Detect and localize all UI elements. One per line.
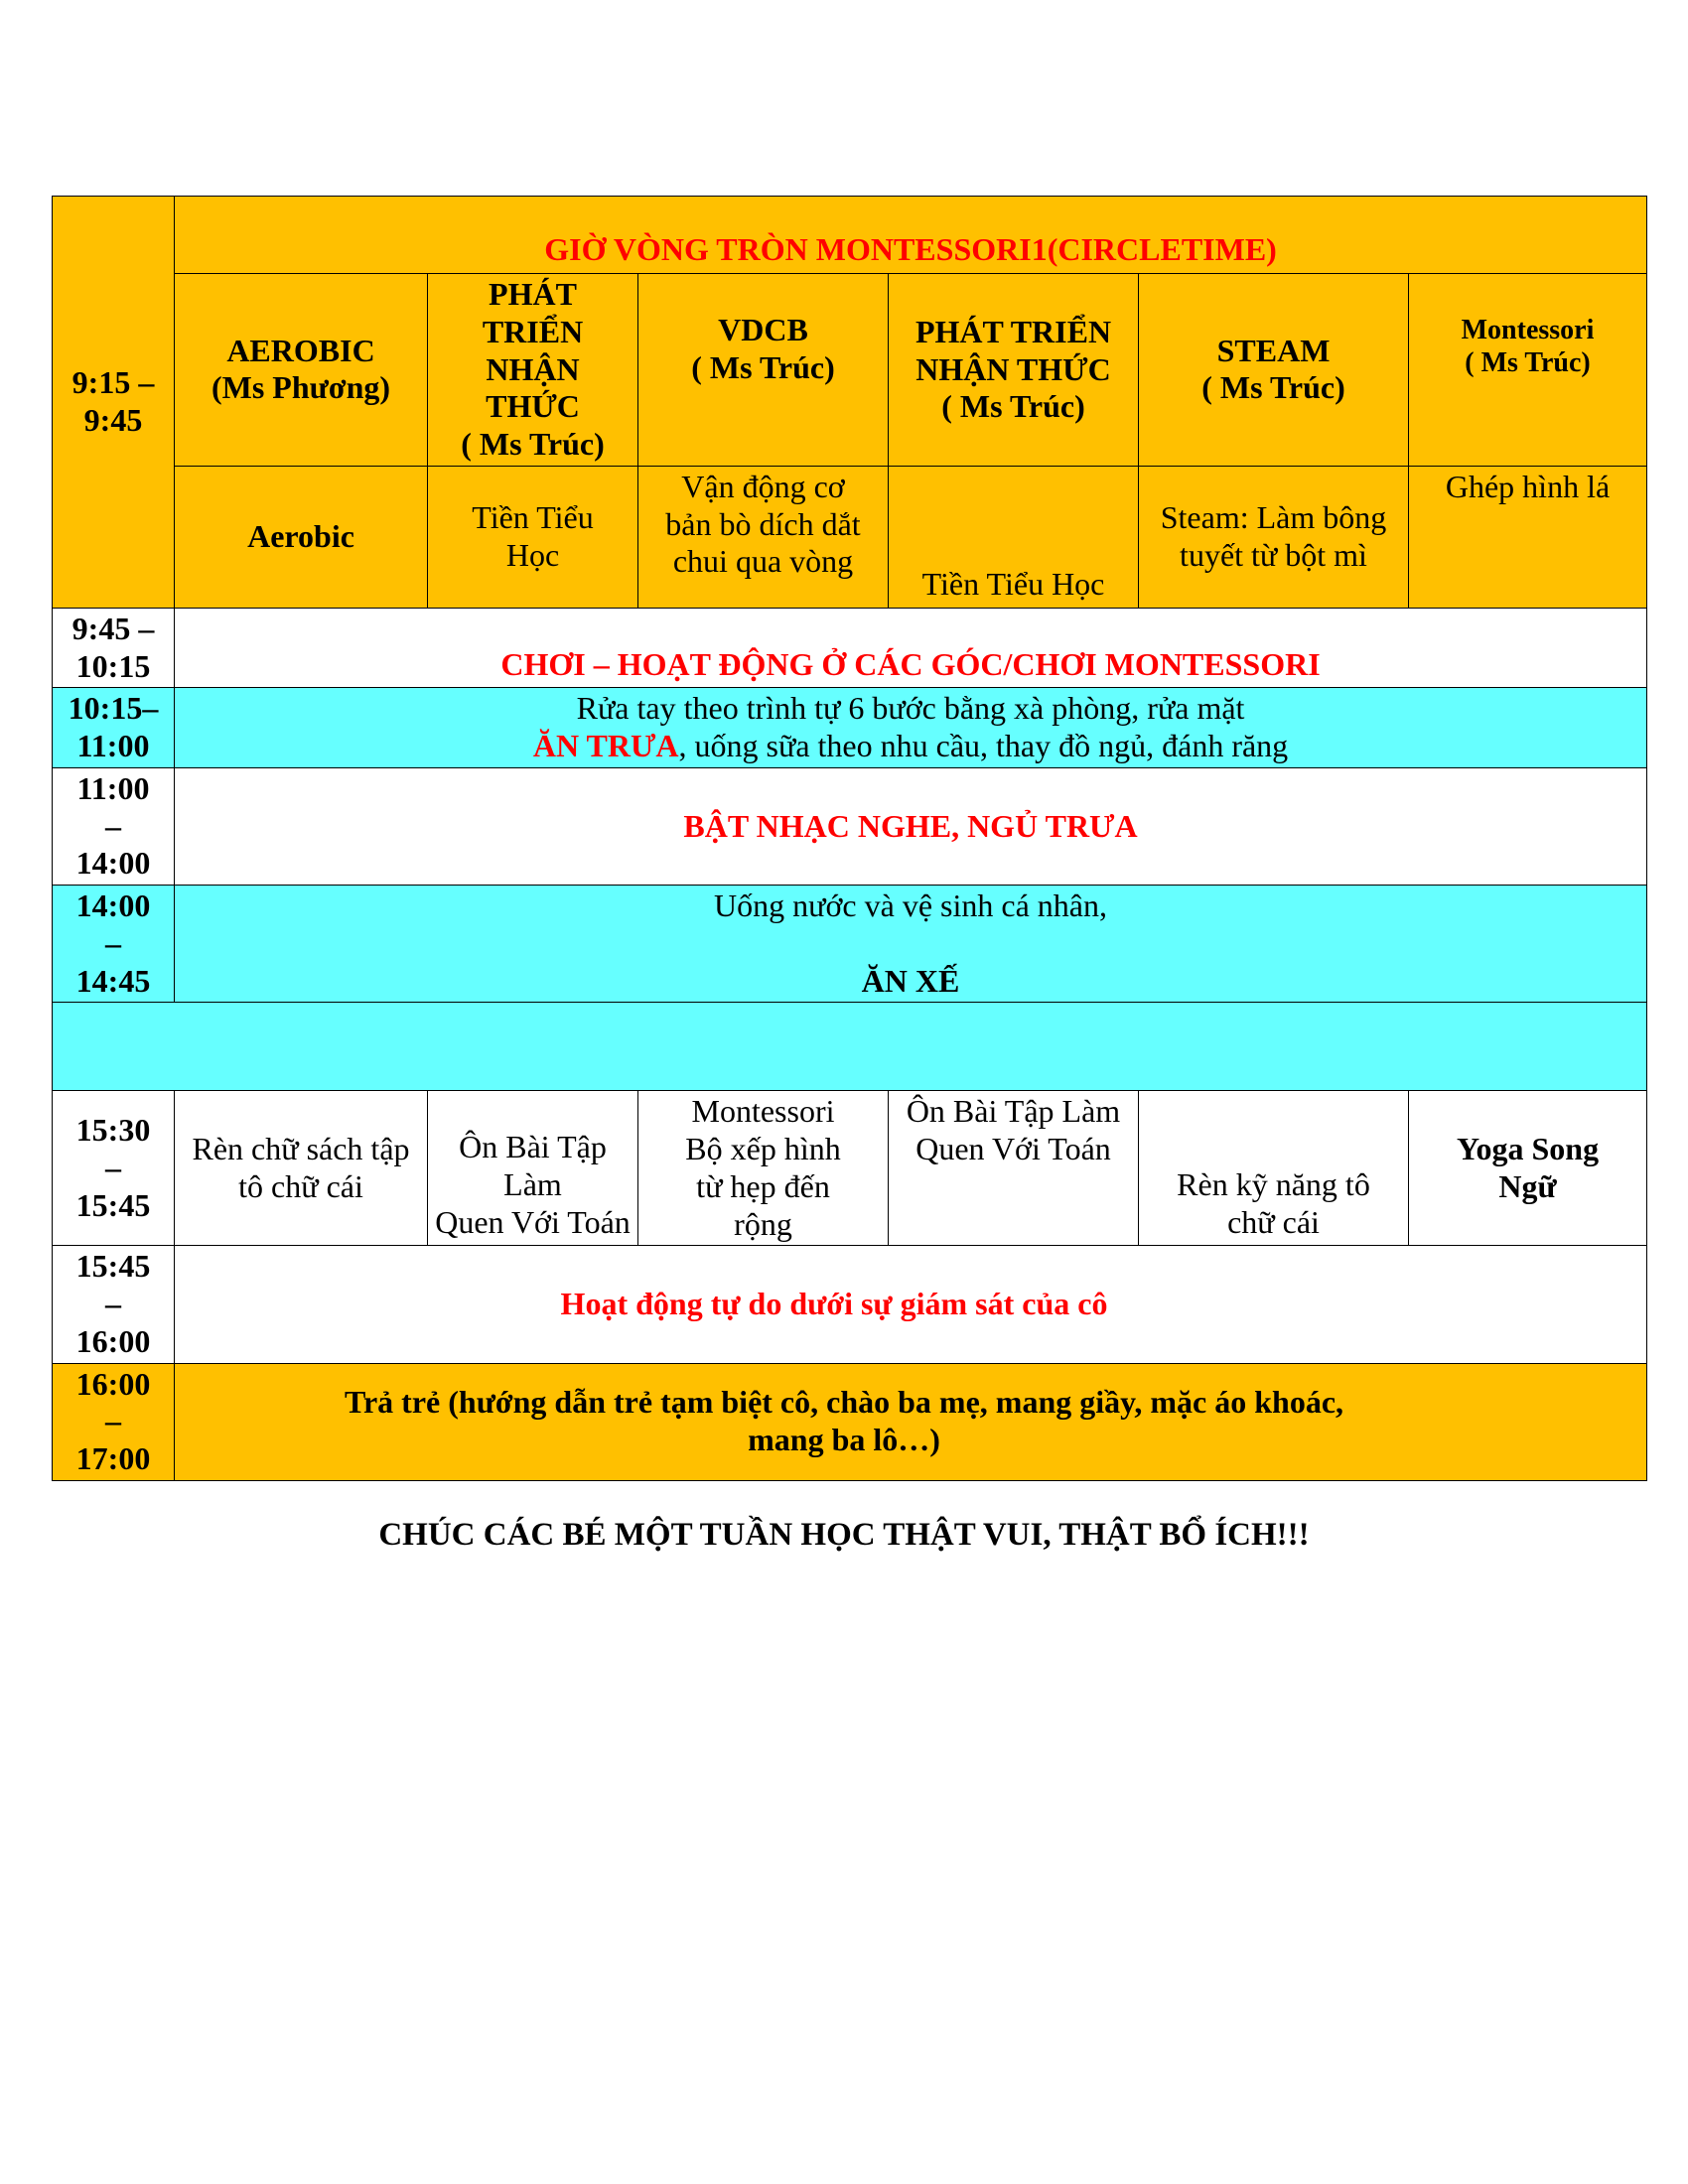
- header-steam: STEAM ( Ms Trúc): [1139, 274, 1409, 467]
- time-slot-afternoon: 15:30 – 15:45: [53, 1091, 175, 1246]
- time-slot-nap: 11:00 – 14:00: [53, 767, 175, 885]
- time-end: 9:45: [83, 401, 143, 438]
- time-slot-pickup: 16:00 – 17:00: [53, 1363, 175, 1480]
- circle-time-title: GIỜ VÒNG TRÒN MONTESSORI1(CIRCLETIME): [175, 197, 1647, 274]
- afternoon-activity-2: Ôn Bài Tập Làm Quen Với Toán: [428, 1091, 638, 1246]
- afternoon-activity-5: Rèn kỹ năng tô chữ cái: [1139, 1091, 1409, 1246]
- header-aerobic: AEROBIC (Ms Phương): [175, 274, 428, 467]
- free-play-activity: Hoạt động tự do dưới sự giám sát của cô: [175, 1246, 1647, 1363]
- time-slot-lunch: 10:15– 11:00: [53, 688, 175, 768]
- header-montessori: Montessori ( Ms Trúc): [1409, 274, 1647, 467]
- time-slot-snack: 14:00 – 14:45: [53, 886, 175, 1003]
- daily-schedule-table: [52, 196, 1647, 1481]
- afternoon-activity-4: Ôn Bài Tập Làm Quen Với Toán: [889, 1091, 1139, 1246]
- snack-line1: Uống nước và vệ sinh cá nhân,: [714, 887, 1107, 923]
- afternoon-activity-1: Rèn chữ sách tập tô chữ cái: [175, 1091, 428, 1246]
- time-slot-free-play: 15:45 – 16:00: [53, 1246, 175, 1363]
- pickup-activity: Trả trẻ (hướng dẫn trẻ tạm biệt cô, chào ba mẹ, mang giầy, mặc áo khoác, mang ba lô…): [175, 1363, 1647, 1480]
- snack-label: ĂN XẾ: [861, 962, 960, 999]
- lunch-activity: [175, 688, 1647, 768]
- time-start: 9:15 –: [71, 364, 155, 401]
- afternoon-activity-6: Yoga Song Ngữ: [1409, 1091, 1647, 1246]
- header-vdcb: VDCB ( Ms Trúc): [638, 274, 889, 467]
- afternoon-activity-3: Montessori Bộ xếp hình từ hẹp đến rộng: [638, 1091, 889, 1246]
- header-cognitive-2: PHÁT TRIỂN NHẬN THỨC ( Ms Trúc): [889, 274, 1139, 467]
- activity-pre-primary-2: Tiền Tiểu Học: [889, 466, 1139, 608]
- play-corners-activity: CHƠI – HOẠT ĐỘNG Ở CÁC GÓC/CHƠI MONTESSORI: [175, 608, 1647, 688]
- activity-montessori: Ghép hình lá: [1409, 466, 1647, 608]
- lunch-line1: Rửa tay theo trình tự 6 bước bằng xà phòng, rửa mặt: [576, 690, 1245, 727]
- closing-message: CHÚC CÁC BÉ MỘT TUẦN HỌC THẬT VUI, THẬT BỔ ÍCH!!!: [378, 1517, 1310, 1553]
- header-cognitive-1: PHÁT TRIỂN NHẬN THỨC ( Ms Trúc): [428, 274, 638, 467]
- activity-gross-motor: Vận động cơ bản bò dích dắt chui qua vòng: [638, 466, 889, 608]
- lunch-line2: , uống sữa theo nhu cầu, thay đồ ngủ, đánh răng: [678, 728, 1289, 763]
- empty-band: [53, 1003, 1647, 1091]
- activity-steam: Steam: Làm bông tuyết từ bột mì: [1139, 466, 1409, 608]
- snack-activity: [175, 886, 1647, 1003]
- activity-aerobic: Aerobic: [175, 466, 428, 608]
- lunch-label: ĂN TRƯA: [532, 728, 679, 763]
- nap-activity: BẬT NHẠC NGHE, NGỦ TRƯA: [175, 767, 1647, 885]
- time-slot-play: 9:45 – 10:15: [53, 608, 175, 688]
- activity-pre-primary-1: Tiền Tiểu Học: [428, 466, 638, 608]
- time-slot-circle: [53, 197, 175, 609]
